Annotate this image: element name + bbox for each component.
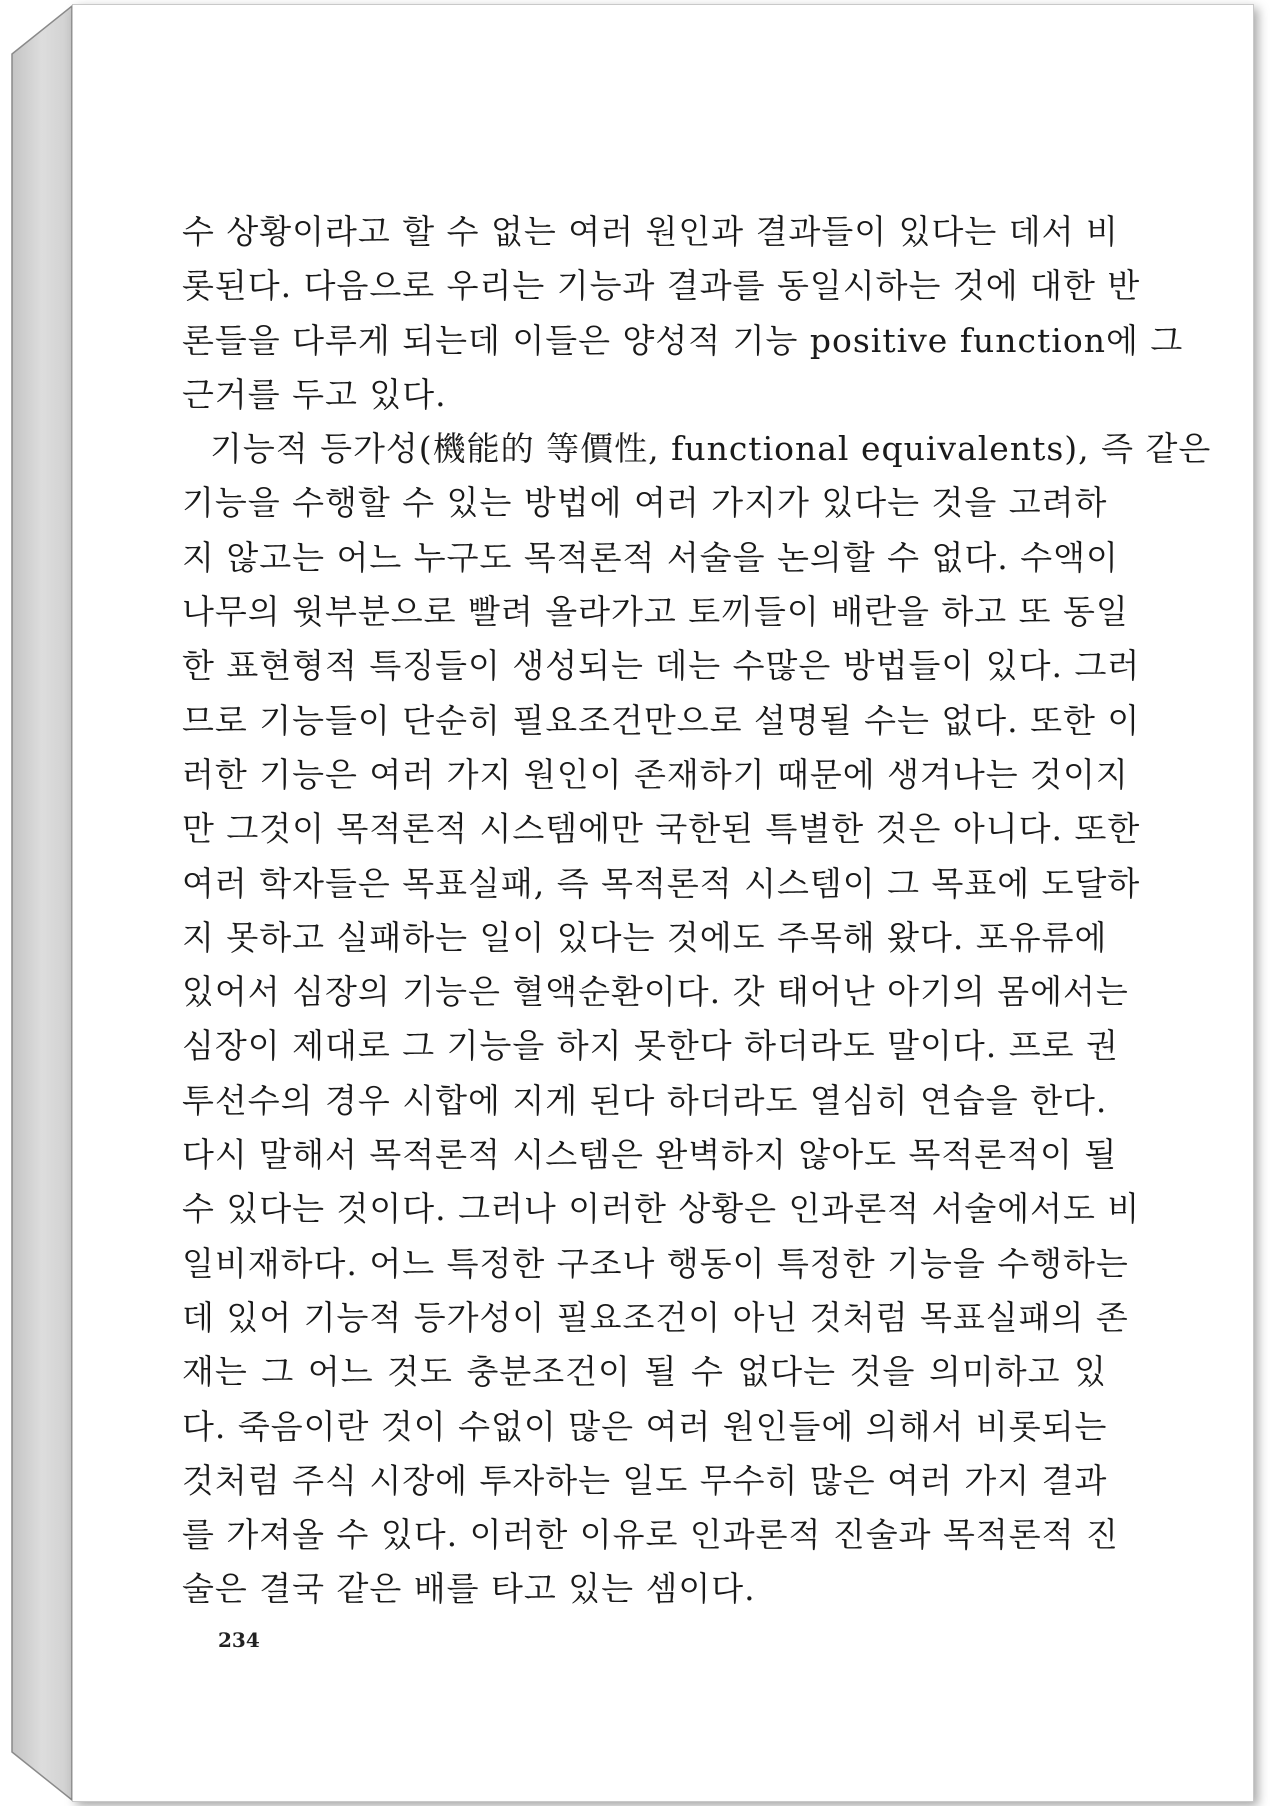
text-line: 술은 결국 같은 배를 타고 있는 셈이다. xyxy=(182,1569,756,1609)
text-line: 한 표현형적 특징들이 생성되는 데는 수많은 방법들이 있다. 그러 xyxy=(182,646,1141,686)
paragraph-start-line: 기능적 등가성(機能的 等價性, functional equivalents), 즉 같은 xyxy=(210,429,1212,469)
page-number: 234 xyxy=(218,1628,260,1652)
text-line: 재는 그 어느 것도 충분조건이 될 수 없다는 것을 의미하고 있 xyxy=(182,1352,1107,1392)
text-line: 투선수의 경우 시합에 지게 된다 하더라도 열심히 연습을 한다. xyxy=(182,1080,1108,1120)
text-line: 수 있다는 것이다. 그러나 이러한 상황은 인과론적 서술에서도 비 xyxy=(182,1189,1141,1229)
text-line: 므로 기능들이 단순히 필요조건만으로 설명될 수는 없다. 또한 이 xyxy=(182,700,1141,740)
book-spine-edge xyxy=(12,6,72,1800)
text-line: 나무의 윗부분으로 빨려 올라가고 토끼들이 배란을 하고 또 동일 xyxy=(182,592,1129,632)
text-line: 러한 기능은 여러 가지 원인이 존재하기 때문에 생겨나는 것이지 xyxy=(182,754,1129,794)
text-line: 지 못하고 실패하는 일이 있다는 것에도 주목해 왔다. 포유류에 xyxy=(182,917,1108,957)
text-line: 다. 죽음이란 것이 수없이 많은 여러 원인들에 의해서 비롯되는 xyxy=(182,1406,1108,1446)
text-line: 데 있어 기능적 등가성이 필요조건이 아닌 것처럼 목표실패의 존 xyxy=(182,1297,1129,1337)
text-line: 기능을 수행할 수 있는 방법에 여러 가지가 있다는 것을 고려하 xyxy=(182,483,1108,523)
body-text xyxy=(182,205,1212,1617)
text-line: 다시 말해서 목적론적 시스템은 완벽하지 않아도 목적론적이 될 xyxy=(182,1135,1118,1175)
text-line: 근거를 두고 있다. xyxy=(182,374,447,414)
text-line: 여러 학자들은 목표실패, 즉 목적론적 시스템이 그 목표에 도달하 xyxy=(182,863,1141,903)
text-line: 론들을 다루게 되는데 이들은 양성적 기능 positive function에 그 xyxy=(182,320,1184,360)
text-line: 있어서 심장의 기능은 혈액순환이다. 갓 태어난 아기의 몸에서는 xyxy=(182,972,1129,1012)
text-line: 를 가져올 수 있다. 이러한 이유로 인과론적 진술과 목적론적 진 xyxy=(182,1515,1119,1555)
text-line: 일비재하다. 어느 특정한 구조나 행동이 특정한 기능을 수행하는 xyxy=(182,1243,1129,1283)
text-line: 지 않고는 어느 누구도 목적론적 서술을 논의할 수 없다. 수액이 xyxy=(182,537,1119,577)
text-line: 것처럼 주식 시장에 투자하는 일도 무수히 많은 여러 가지 결과 xyxy=(182,1460,1108,1500)
text-line: 심장이 제대로 그 기능을 하지 못한다 하더라도 말이다. 프로 권 xyxy=(182,1026,1119,1066)
text-line: 만 그것이 목적론적 시스템에만 국한된 특별한 것은 아니다. 또한 xyxy=(182,809,1141,849)
text-line: 수 상황이라고 할 수 없는 여러 원인과 결과들이 있다는 데서 비 xyxy=(182,212,1119,251)
text-line: 롯된다. 다음으로 우리는 기능과 결과를 동일시하는 것에 대한 반 xyxy=(182,266,1141,306)
